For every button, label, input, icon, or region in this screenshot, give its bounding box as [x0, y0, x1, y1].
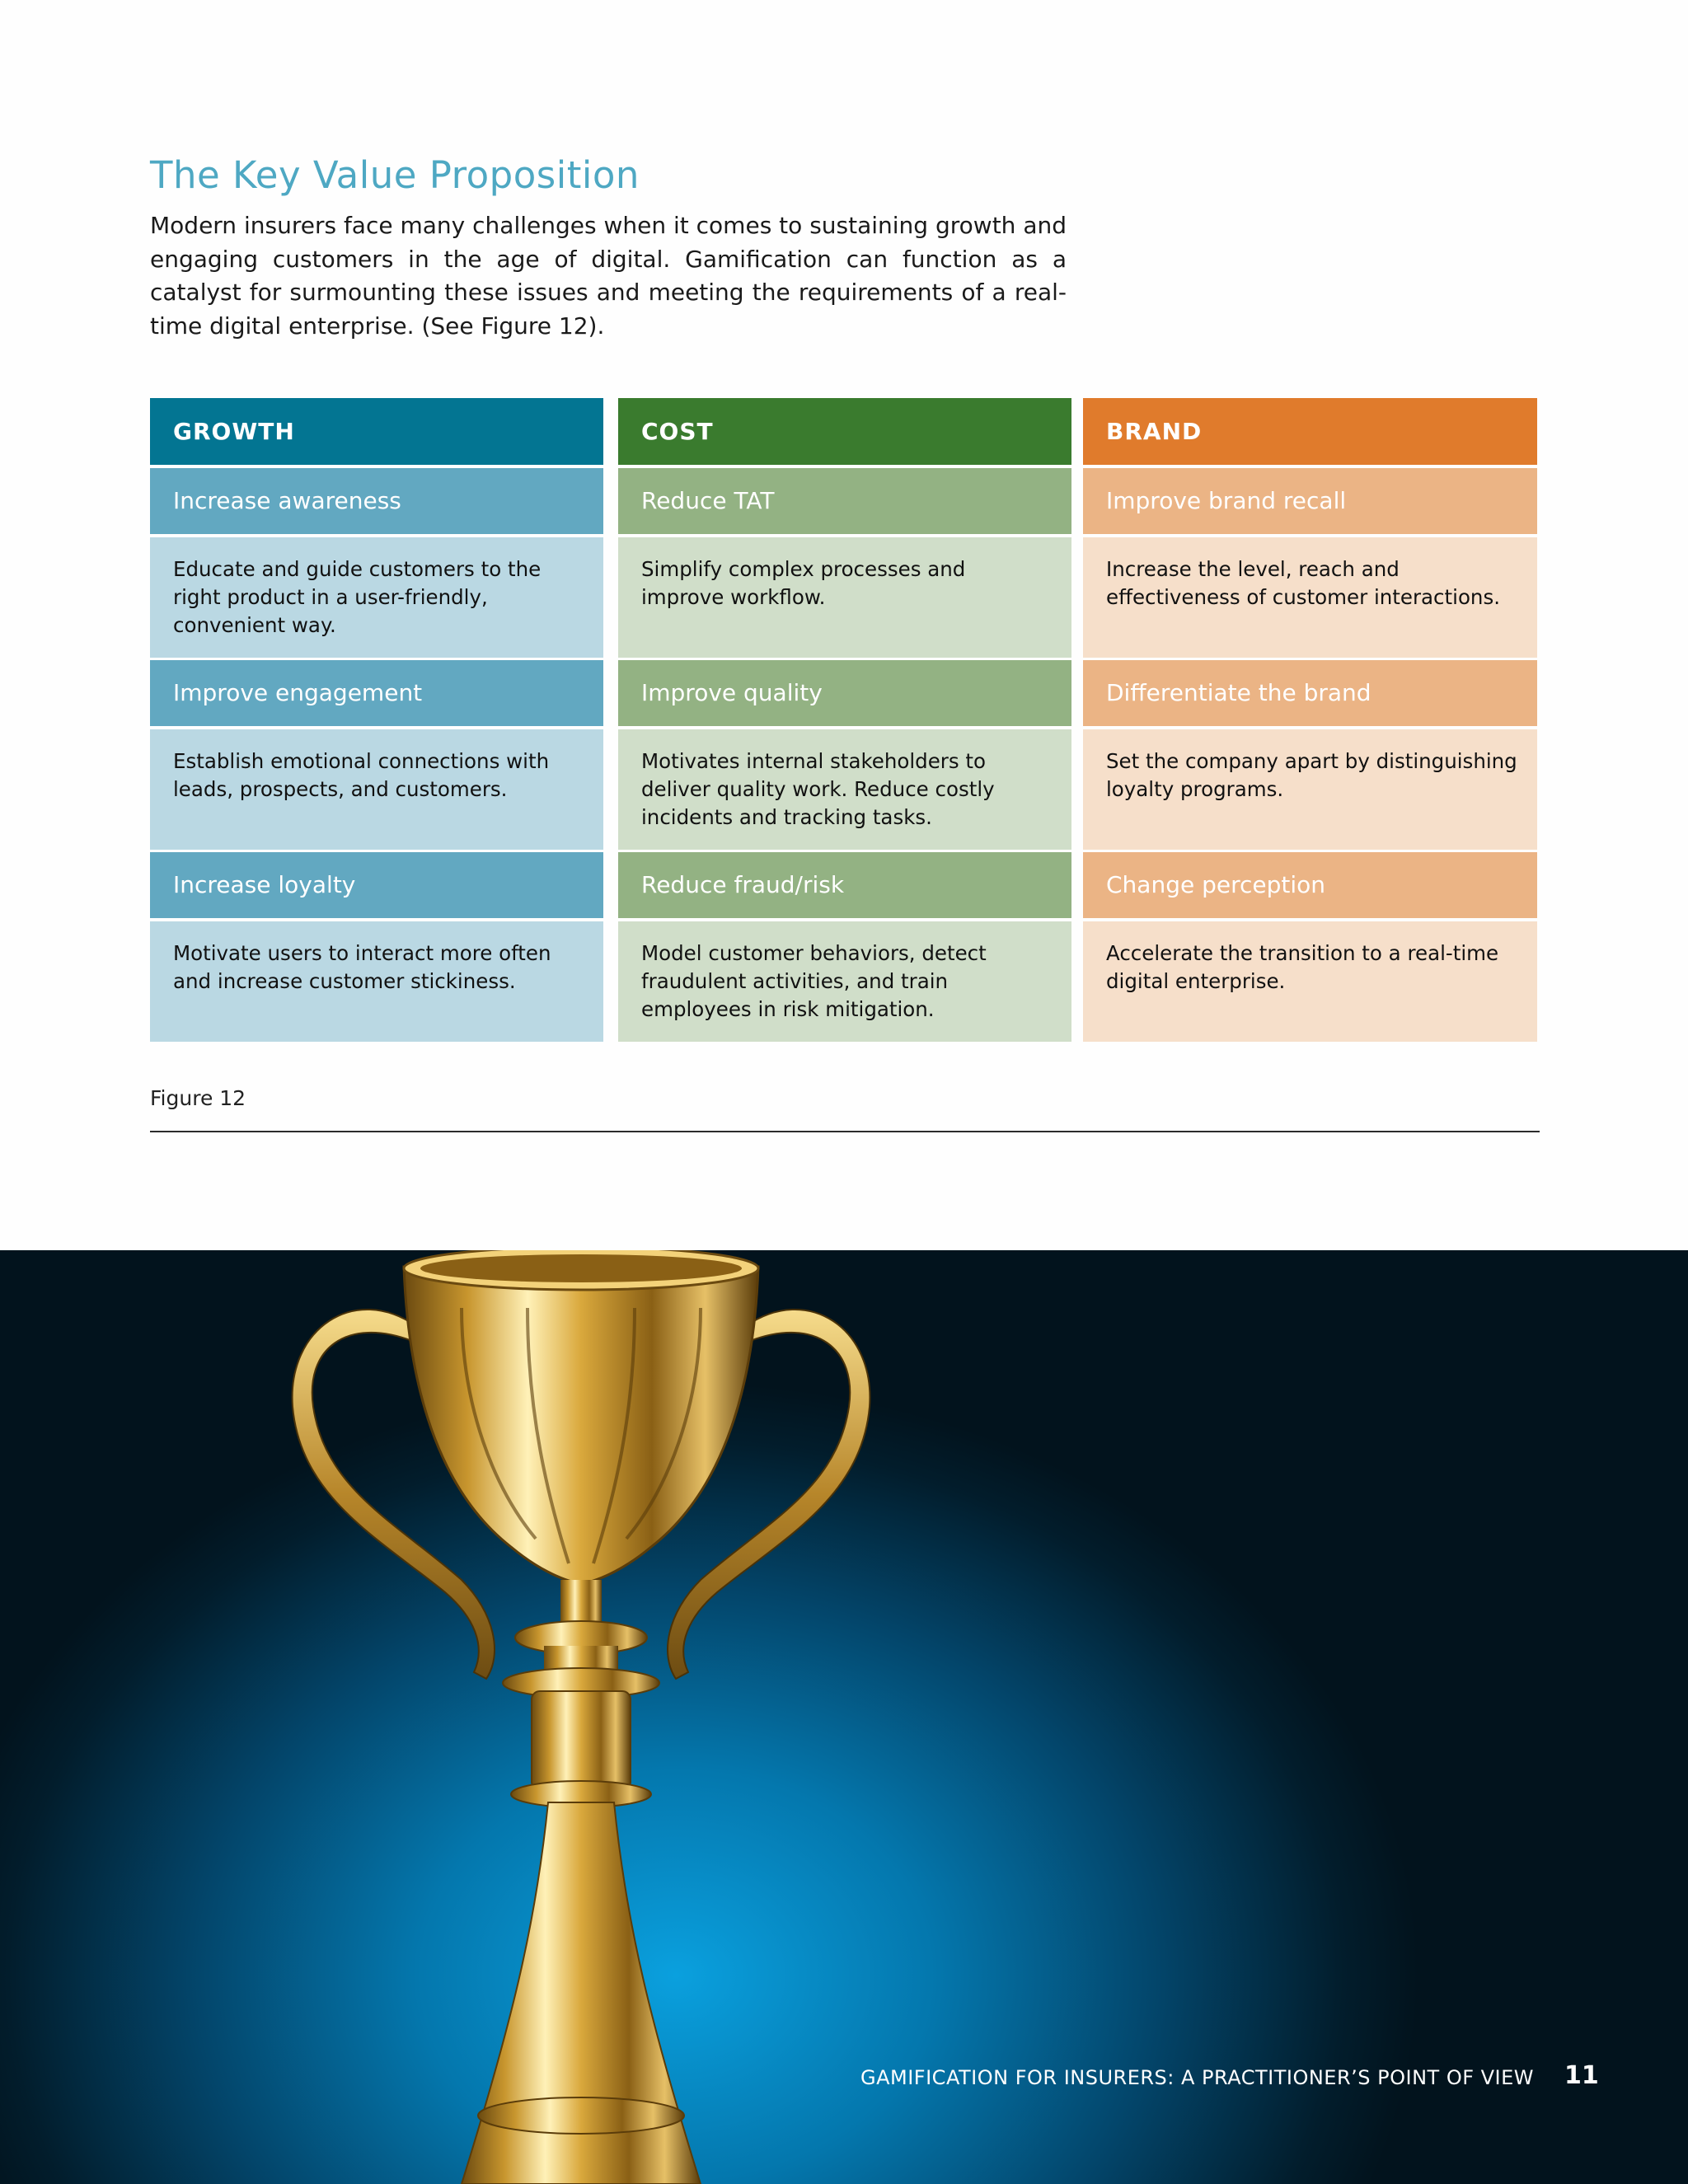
row-title: Differentiate the brand: [1083, 660, 1537, 726]
row-title: Reduce fraud/risk: [618, 852, 1071, 918]
row-description: Set the company apart by distinguishing loyalty programs.: [1083, 729, 1537, 850]
row-description: Motivates internal stakeholders to deliver quality work. Reduce costly incidents and tracking tasks.: [618, 729, 1071, 850]
row-title: Improve engagement: [150, 660, 603, 726]
row-description: Simplify complex processes and improve workflow.: [618, 537, 1071, 658]
intro-paragraph: Modern insurers face many challenges when it comes to sustaining growth and engaging customers in the age of digital. Gamification can function as a catalyst for surmounting these issues and meeting the requirements of a real-time digital enterprise. (See Figure 12).: [150, 212, 1067, 340]
row-title: Change perception: [1083, 852, 1537, 918]
divider: [150, 1131, 1540, 1132]
section-title: The Key Value Proposition: [150, 153, 640, 197]
figure-caption: Figure 12: [150, 1086, 246, 1110]
row-description: Accelerate the transition to a real-time digital enterprise.: [1083, 921, 1537, 1042]
row-title: Increase awareness: [150, 468, 603, 534]
row-description: Model customer behaviors, detect fraudulent activities, and train employees in risk mitigation.: [618, 921, 1071, 1042]
row-title: Improve quality: [618, 660, 1071, 726]
column-header: GROWTH: [150, 398, 603, 465]
column-header: BRAND: [1083, 398, 1537, 465]
row-description: Educate and guide customers to the right product in a user-friendly, convenient way.: [150, 537, 603, 658]
trophy-icon: [0, 1250, 1688, 2184]
row-description: Increase the level, reach and effectiveness of customer interactions.: [1083, 537, 1537, 658]
row-title: Reduce TAT: [618, 468, 1071, 534]
row-description: Motivate users to interact more often and increase customer stickiness.: [150, 921, 603, 1042]
trophy-photo: [0, 1250, 1688, 2184]
footer-title: GAMIFICATION FOR INSURERS: A PRACTITIONER’S POINT OF VIEW: [860, 2066, 1535, 2089]
column-header: COST: [618, 398, 1071, 465]
row-title: Improve brand recall: [1083, 468, 1537, 534]
row-description: Establish emotional connections with leads, prospects, and customers.: [150, 729, 603, 850]
page-number: 11: [1564, 2061, 1599, 2090]
row-title: Increase loyalty: [150, 852, 603, 918]
